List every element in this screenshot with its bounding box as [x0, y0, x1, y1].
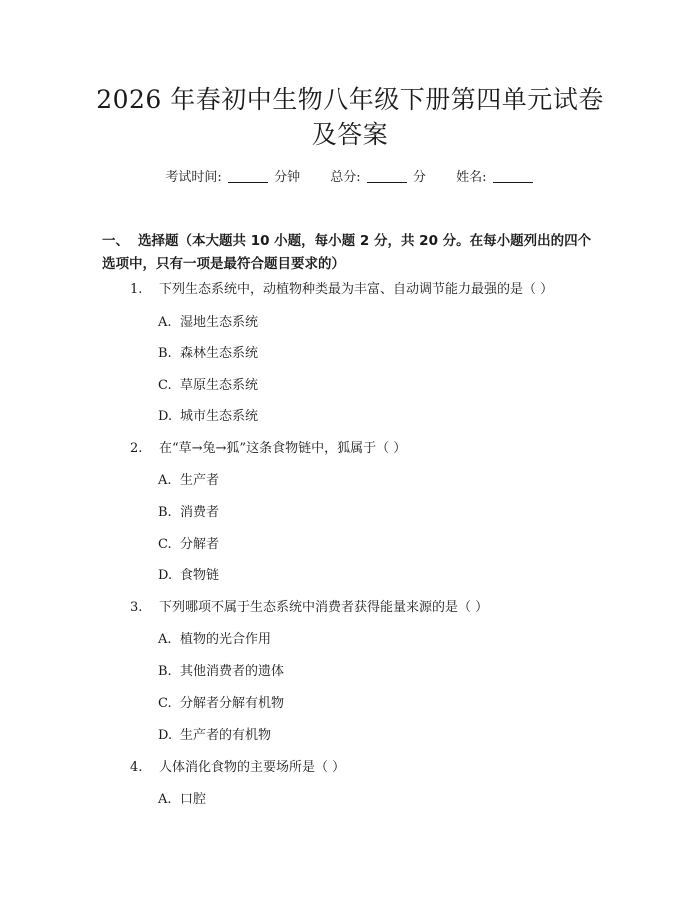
question-1-option-c: [158, 378, 258, 394]
option-letter: B.: [158, 505, 172, 520]
student-name-blank: [493, 170, 533, 183]
exam-title-line-2: 及答案: [311, 120, 389, 149]
option-text: 分解者: [180, 537, 220, 552]
question-4-option-a: [158, 792, 206, 808]
question-1-option-d: [158, 409, 258, 425]
section-heading: [102, 230, 600, 276]
student-name-field: [456, 170, 535, 186]
question-text: 在“草→兔→狐”这条食物链中，狐属于（ ）: [159, 441, 407, 456]
question-2-option-b: [158, 505, 219, 521]
question-3-option-b: [158, 664, 284, 680]
question-3: [130, 600, 488, 616]
option-text: 城市生态系统: [180, 409, 259, 424]
option-text: 湿地生态系统: [180, 315, 259, 330]
question-number: 3.: [130, 600, 143, 615]
question-text: 下列生态系统中，动植物种类最为丰富、自动调节能力最强的是（ ）: [159, 282, 554, 297]
option-text: 植物的光合作用: [180, 632, 272, 647]
option-letter: D.: [158, 568, 173, 583]
option-letter: B.: [158, 346, 172, 361]
option-text: 森林生态系统: [180, 346, 259, 361]
question-2-option-a: [158, 473, 219, 489]
student-name-label: 姓名:: [456, 170, 487, 185]
question-1-option-b: [158, 346, 258, 362]
exam-time-label: 考试时间:: [165, 170, 222, 185]
exam-title-line-1: 2026 年春初中生物八年级下册第四单元试卷: [96, 85, 604, 114]
question-text: 下列哪项不属于生态系统中消费者获得能量来源的是（ ）: [159, 600, 489, 615]
question-text: 人体消化食物的主要场所是（ ）: [159, 760, 346, 775]
question-number: 1.: [130, 282, 143, 297]
option-letter: B.: [158, 664, 172, 679]
question-2: [130, 441, 406, 457]
question-1-option-a: [158, 315, 258, 331]
total-score-label: 总分:: [330, 170, 361, 185]
question-2-option-c: [158, 537, 219, 553]
option-letter: A.: [158, 315, 172, 330]
option-letter: C.: [158, 378, 172, 393]
section-number: 一、: [102, 233, 129, 249]
exam-time-field: [165, 170, 300, 186]
option-letter: C.: [158, 537, 172, 552]
option-letter: C.: [158, 696, 172, 711]
question-number: 2.: [130, 441, 143, 456]
total-score-unit: 分: [412, 170, 426, 185]
option-letter: A.: [158, 632, 172, 647]
option-text: 消费者: [180, 505, 220, 520]
total-score-field: [330, 170, 426, 186]
option-letter: D.: [158, 409, 173, 424]
option-letter: A.: [158, 473, 172, 488]
exam-time-blank: [228, 170, 268, 183]
option-text: 其他消费者的遗体: [180, 664, 285, 679]
question-2-option-d: [158, 568, 219, 584]
exam-meta: [0, 170, 700, 186]
option-text: 草原生态系统: [180, 378, 259, 393]
option-text: 生产者的有机物: [180, 728, 272, 743]
question-3-option-d: [158, 728, 271, 744]
option-text: 生产者: [180, 473, 220, 488]
question-3-option-c: [158, 696, 284, 712]
exam-time-unit: 分钟: [274, 170, 301, 185]
option-text: 食物链: [180, 568, 220, 583]
option-letter: A.: [158, 792, 172, 807]
question-3-option-a: [158, 632, 271, 648]
total-score-blank: [367, 170, 407, 183]
question-4: [130, 760, 345, 776]
question-1: [130, 282, 553, 298]
question-number: 4.: [130, 760, 143, 775]
option-text: 分解者分解有机物: [180, 696, 285, 711]
option-letter: D.: [158, 728, 173, 743]
section-instructions: 选择题（本大题共 10 小题，每小题 2 分，共 20 分。在每小题列出的四个选项中，只有一项是最符合题目要求的）: [102, 233, 592, 272]
option-text: 口腔: [180, 792, 207, 807]
